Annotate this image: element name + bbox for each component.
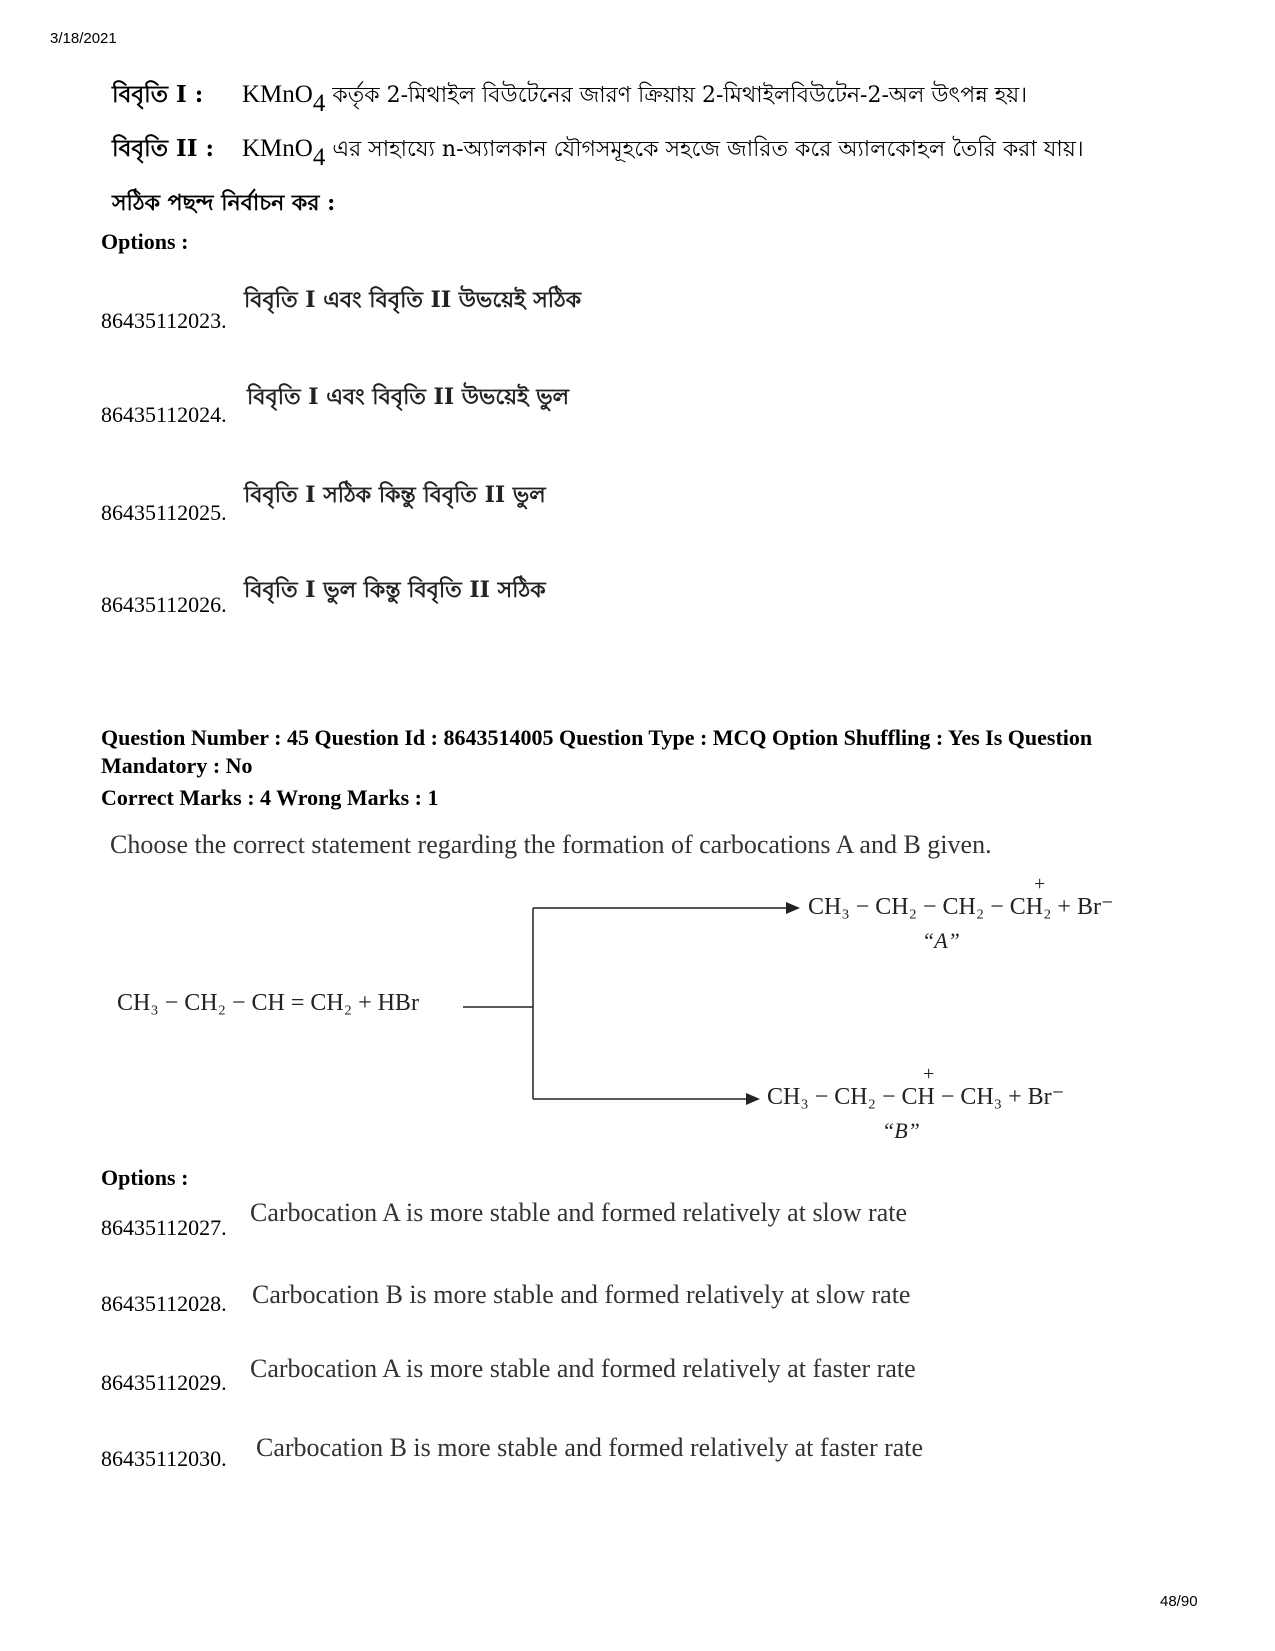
statement-2-reagent: KMnO <box>242 135 313 162</box>
option-text: বিবৃতি I এবং বিবৃতি II উভয়েই সঠিক <box>244 287 582 313</box>
options-label: Options : <box>101 1165 189 1190</box>
statement-1-subscript: 4 <box>312 89 326 117</box>
arrowhead-a <box>786 902 800 914</box>
product-a-label: “A” <box>922 928 960 953</box>
arrowhead-b <box>746 1093 760 1105</box>
product-a-formula: CH₃ − CH₂ − CH₂ − CH₂ + Br⁻ <box>808 894 1114 920</box>
statement-1-body: কর্তৃক 2-মিথাইল বিউটেনের জারণ ক্রিয়ায় 2-মিথাইলবিউটেন-2-অল উৎপন্ন হয়। <box>325 83 1028 108</box>
statement-1-label: বিবৃতি I : <box>112 81 204 108</box>
print-date: 3/18/2021 <box>50 30 117 47</box>
product-b-label: “B” <box>882 1118 920 1143</box>
option-id: 86435112030. <box>101 1446 227 1471</box>
product-b-formula: CH₃ − CH₂ − CH − CH₃ + Br⁻ <box>767 1084 1065 1110</box>
reactant-formula: CH₃ − CH₂ − CH = CH₂ + HBr <box>117 990 419 1016</box>
charge-a: + <box>1034 873 1046 895</box>
option-text: Carbocation A is more stable and formed relatively at slow rate <box>250 1198 908 1227</box>
option-text: Carbocation B is more stable and formed relatively at faster rate <box>256 1433 924 1462</box>
question-prompt: Choose the correct statement regarding the formation of carbocations A and B given. <box>110 830 992 859</box>
option-text: Carbocation B is more stable and formed relatively at slow rate <box>252 1280 911 1309</box>
option-id: 86435112028. <box>101 1291 227 1316</box>
option-text: বিবৃতি I সঠিক কিন্তু বিবৃতি II ভুল <box>244 482 546 508</box>
option-text: বিবৃতি I ভুল কিন্তু বিবৃতি II সঠিক <box>244 577 546 603</box>
statement-2-body: এর সাহায্যে n-অ্যালকান যৌগসমূহকে সহজে জারিত করে অ্যালকোহল তৈরি করা যায়। <box>325 137 1084 162</box>
option-text: Carbocation A is more stable and formed relatively at faster rate <box>250 1354 916 1383</box>
option-id: 86435112024. <box>101 402 227 427</box>
statement-2-label: বিবৃতি II : <box>112 135 215 162</box>
statement-1-reagent: KMnO <box>242 81 313 108</box>
option-id: 86435112023. <box>101 308 227 333</box>
option-id: 86435112026. <box>101 592 227 617</box>
question-meta: Question Number : 45 Question Id : 8643514005 Question Type : MCQ Option Shuffling : Yes Is Question Mandatory : No <box>101 725 1093 778</box>
question-marks: Correct Marks : 4 Wrong Marks : 1 <box>101 785 439 810</box>
instruction-text: সঠিক পছন্দ নির্বাচন কর : <box>112 190 336 216</box>
options-label-prev: Options : <box>101 229 189 254</box>
charge-b: + <box>923 1063 935 1085</box>
option-id: 86435112029. <box>101 1370 227 1395</box>
option-id: 86435112027. <box>101 1215 227 1240</box>
option-text: বিবৃতি I এবং বিবৃতি II উভয়েই ভুল <box>247 384 570 410</box>
option-id: 86435112025. <box>101 500 227 525</box>
page-number: 48/90 <box>1160 1593 1198 1610</box>
statement-2-subscript: 4 <box>312 143 326 171</box>
